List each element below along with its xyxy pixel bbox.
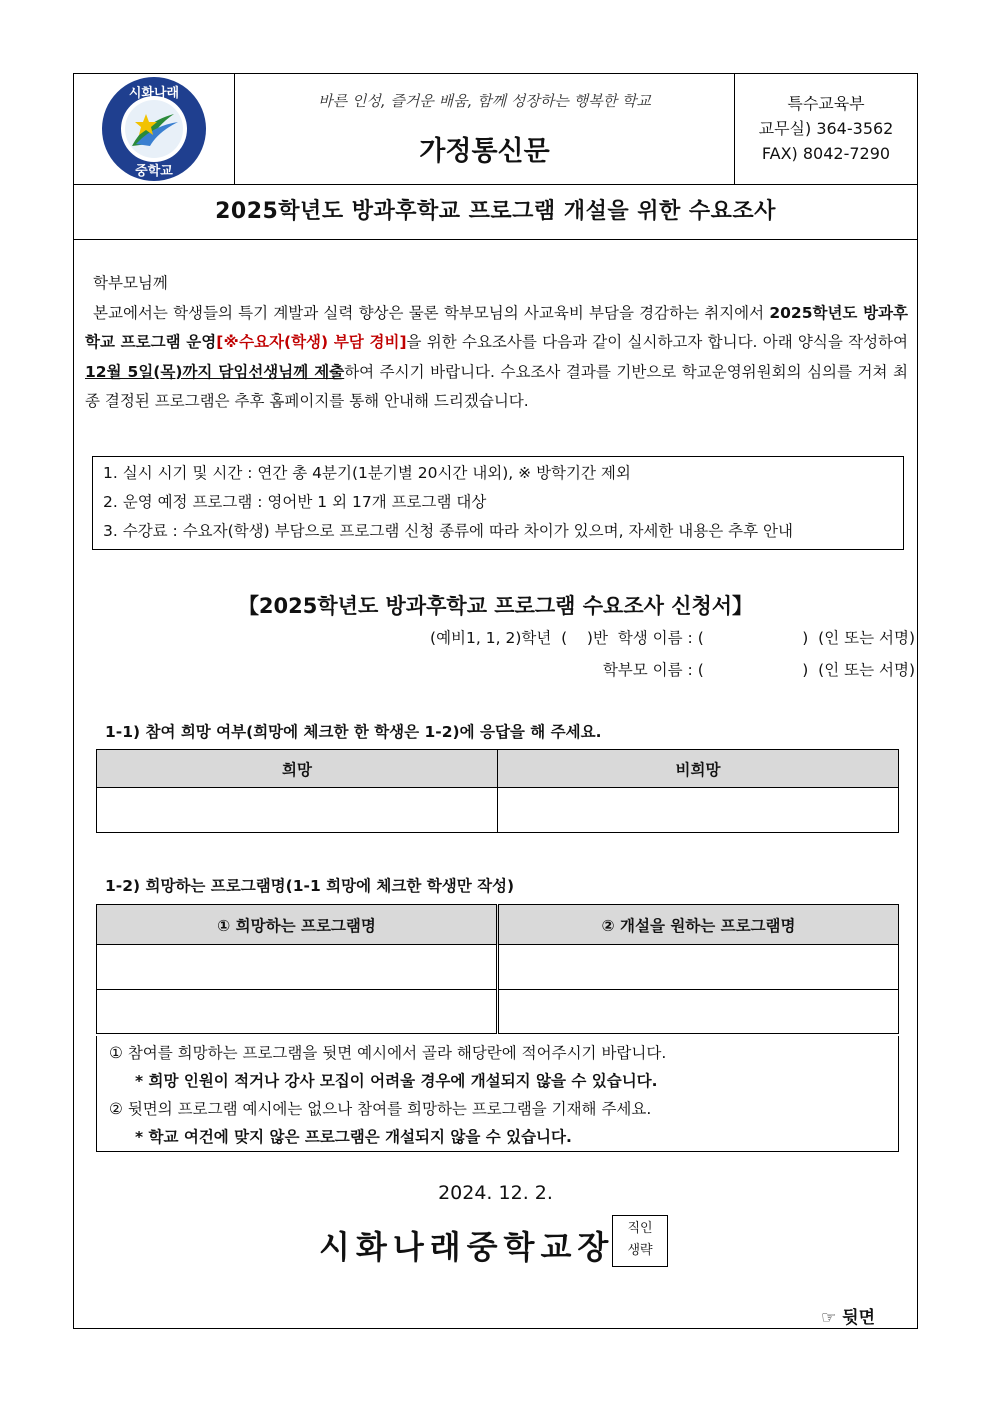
principal-name: 시화나래중학교장 <box>319 1228 615 1266</box>
document-frame <box>73 73 918 1329</box>
doc-type: 가정통신문 <box>419 136 550 167</box>
col-requested-program: ② 개설을 원하는 프로그램명 <box>498 905 899 945</box>
notes-box <box>96 1036 899 1152</box>
letter-bold-program: 2025학년도 방과후학교 프로그램 운영 <box>85 303 908 351</box>
department: 특수교육부 <box>787 94 865 113</box>
note-2: ② 뒷면의 프로그램 예시에는 없으나 참여를 희망하는 프로그램을 기재해 주세요. <box>109 1100 652 1118</box>
letter-paragraph <box>85 299 908 417</box>
greeting: 학부모님께 <box>93 274 168 292</box>
note-1-sub: * 희망 인원이 적거나 강사 모집이 어려울 경우에 개설되지 않을 수 있습니다. <box>135 1072 658 1090</box>
desired-program-input[interactable] <box>97 990 498 1034</box>
logo-text-top: 시화나래 <box>128 86 180 101</box>
letter-text: 하여 주시기 바랍니다. 수요조사 결과를 기반으로 학교운영위원회의 심의를 거쳐 최종 결정된 프로그램은 추후 홈페이지를 통해 안내해 드리겠습니다. <box>85 362 908 410</box>
document-title: 2025학년도 방과후학교 프로그램 개설을 위한 수요조사 <box>74 185 917 240</box>
stamp-line-2: 생략 <box>627 1243 653 1258</box>
letter-text: 을 위한 수요조사를 다음과 같이 실시하고자 합니다. 아래 양식을 작성하여 <box>406 333 908 351</box>
letter-deadline: 12월 5일(목)까지 담임선생님께 제출 <box>85 362 345 381</box>
col-no-hope: 비희망 <box>498 750 899 788</box>
note-2-sub: * 학교 여건에 맞지 않은 프로그램은 개설되지 않을 수 있습니다. <box>135 1128 572 1146</box>
official-seal-omitted <box>612 1215 668 1267</box>
logo-cell <box>74 74 235 184</box>
contact-info <box>735 74 917 184</box>
notice-box <box>92 456 904 550</box>
col-hope: 희망 <box>97 750 498 788</box>
office-phone: 교무실) 364-3562 <box>758 119 894 138</box>
notice-item: 1. 실시 시기 및 시간 : 연간 총 4분기(1분기별 20시간 내외), ※ 방학기간 제외 <box>103 464 631 482</box>
notice-item: 2. 운영 예정 프로그램 : 영어반 1 외 17개 프로그램 대상 <box>103 493 487 511</box>
program-table <box>96 904 899 1034</box>
school-logo <box>74 74 235 184</box>
fax-number: FAX) 8042-7290 <box>761 144 891 163</box>
q1-label: 1-1) 참여 희망 여부(희망에 체크한 한 학생은 1-2)에 응답을 해 주세요. <box>105 723 602 741</box>
requested-program-input[interactable] <box>498 945 899 990</box>
q2-label: 1-2) 희망하는 프로그램명(1-1 희망에 체크한 학생만 작성) <box>105 877 515 895</box>
notice-item: 3. 수강료 : 수요자(학생) 부담으로 프로그램 신청 종류에 따라 차이가 있으며, 자세한 내용은 추후 안내 <box>103 522 793 540</box>
desired-program-input[interactable] <box>97 945 498 990</box>
parent-name-line[interactable]: 학부모 이름 : ( ) (인 또는 서명) <box>602 661 915 679</box>
header <box>74 74 917 185</box>
application-title: 【2025학년도 방과후학교 프로그램 수요조사 신청서】 <box>237 594 754 618</box>
no-hope-checkbox-cell[interactable] <box>498 788 899 833</box>
logo-text-bottom: 중학교 <box>135 164 173 179</box>
note-1: ① 참여를 희망하는 프로그램을 뒷면 예시에서 골라 해당란에 적어주시기 바랍니다. <box>109 1044 667 1062</box>
letter-text: 본교에서는 학생들의 특기 계발과 실력 향상은 물론 학부모님의 사교육비 부담을 경감하는 취지에서 <box>93 303 770 322</box>
hope-checkbox-cell[interactable] <box>97 788 498 833</box>
school-slogan: 바른 인성, 즐거운 배움, 함께 성장하는 행복한 학교 <box>318 92 651 110</box>
requested-program-input[interactable] <box>498 990 899 1034</box>
student-name-line[interactable]: (예비1, 1, 2)학년 ( )반 학생 이름 : ( ) (인 또는 서명) <box>430 629 915 647</box>
letter-red-note: [※수요자(학생) 부담 경비] <box>216 333 407 351</box>
back-page-link[interactable]: ☞ 뒷면 <box>820 1308 875 1328</box>
issue-date: 2024. 12. 2. <box>438 1182 553 1204</box>
col-desired-program: ① 희망하는 프로그램명 <box>97 905 498 945</box>
participation-table <box>96 749 899 833</box>
letter-body <box>85 269 908 417</box>
header-center <box>235 74 735 184</box>
stamp-line-1: 직인 <box>627 1221 653 1236</box>
